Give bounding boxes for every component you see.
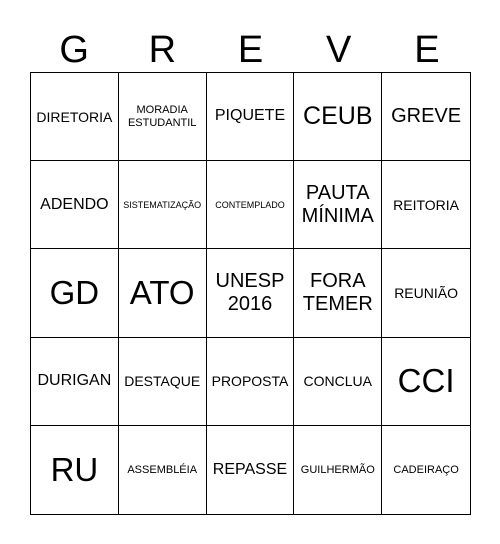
bingo-cell[interactable]: SISTEMATIZAÇÃO [119, 161, 207, 249]
bingo-cell[interactable]: PROPOSTA [207, 338, 295, 426]
bingo-cell[interactable]: CEUB [294, 73, 382, 161]
header-letter-g: G [59, 29, 89, 71]
bingo-cell[interactable]: REUNIÃO [382, 249, 470, 337]
bingo-card [30, 72, 471, 515]
bingo-cell[interactable]: MORADIA ESTUDANTIL [119, 73, 207, 161]
bingo-cell[interactable]: ATO [119, 249, 207, 337]
bingo-cell[interactable]: CADEIRAÇO [393, 463, 459, 476]
bingo-cell[interactable]: ASSEMBLÉIA [119, 426, 207, 514]
bingo-cell[interactable]: UNESP 2016 [207, 249, 295, 337]
bingo-cell[interactable]: FORA TEMER [294, 249, 382, 337]
bingo-cell[interactable]: GD [31, 249, 119, 337]
bingo-cell[interactable]: GUILHERMÃO [294, 426, 382, 514]
header-letter-e: E [237, 29, 264, 71]
bingo-cell[interactable]: DURIGAN [31, 338, 119, 426]
header-letter-e2: E [414, 29, 440, 71]
header-letter-r: R [148, 29, 177, 71]
bingo-cell[interactable]: GREVE [382, 73, 470, 161]
bingo-cell[interactable]: ADENDO [31, 161, 119, 249]
bingo-cell[interactable]: REITORIA [382, 161, 470, 249]
bingo-cell[interactable]: CONCLUA [294, 338, 382, 426]
bingo-cell[interactable]: REPASSE [207, 426, 295, 514]
bingo-cell[interactable]: PIQUETE [207, 73, 295, 161]
bingo-cell[interactable]: CCI [382, 338, 470, 426]
bingo-cell[interactable]: DIRETORIA [31, 73, 119, 161]
bingo-cell[interactable]: DESTAQUE [119, 338, 207, 426]
bingo-cell[interactable]: CONTEMPLADO [207, 161, 295, 249]
bingo-cell[interactable]: RU [31, 426, 119, 514]
bingo-cell[interactable]: PAUTA MÍNIMA [294, 161, 382, 249]
bingo-header [30, 28, 471, 72]
header-letter-v: V [326, 29, 352, 71]
